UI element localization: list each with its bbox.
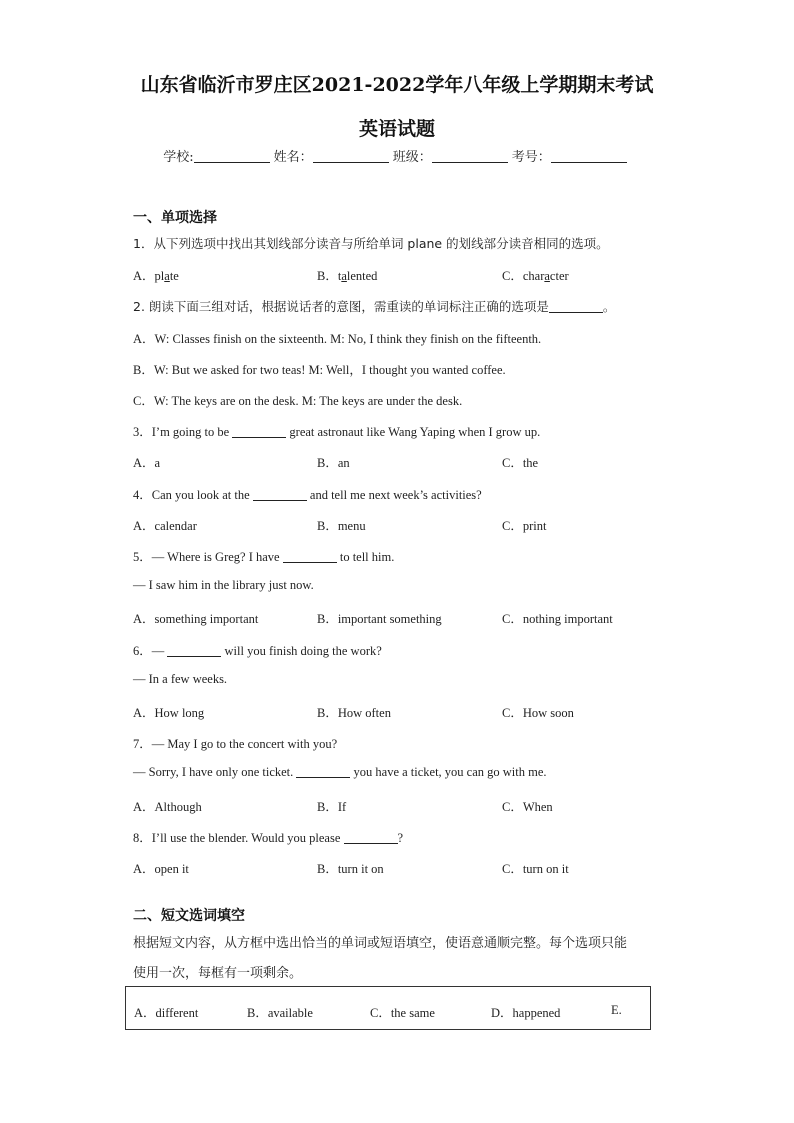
- word-option-c: C．the same: [370, 1006, 435, 1020]
- q8-option-a: A．open it: [133, 862, 189, 876]
- word-option-d: D．happened: [491, 1006, 561, 1020]
- q8-stem: 8．I’ll use the blender. Would you please ?: [133, 831, 404, 845]
- q2-stem: 2. 朗读下面三组对话，根据说话者的意图，需重读的单词标注正确的选项是 。: [133, 299, 616, 314]
- q5-option-a: A．something important: [133, 612, 259, 626]
- q1-option-b: B．talented: [317, 269, 378, 283]
- word-option-e: E.: [611, 1003, 622, 1017]
- exam-subtitle: 英语试题: [358, 118, 435, 140]
- word-option-b: B．available: [247, 1006, 313, 1020]
- q7-option-c: C．When: [502, 800, 553, 814]
- q2-blank: [549, 300, 603, 313]
- q2-line-c: C．W: The keys are on the desk. M: The keys are under the desk.: [133, 394, 463, 408]
- q2-line-b: B．W: But we asked for two teas! M: Well，I thought you wanted coffee.: [133, 363, 506, 377]
- q4-option-a: A．calendar: [133, 519, 197, 533]
- q5-option-c: C．nothing important: [502, 612, 613, 626]
- q5-option-b: B．important something: [317, 612, 442, 626]
- q6-blank: [167, 644, 221, 657]
- q8-blank: [344, 831, 398, 844]
- section1-heading: 一、单项选择: [133, 210, 217, 226]
- q3-stem: 3．I’m going to be great astronaut like Wang Yaping when I grow up.: [133, 425, 541, 439]
- q3-option-b: B．an: [317, 456, 350, 470]
- class-label: 班级：: [392, 150, 432, 165]
- q4-option-b: B．menu: [317, 519, 366, 533]
- q6-option-c: C．How soon: [502, 706, 574, 720]
- school-blank: [194, 148, 270, 163]
- q7-option-a: A．Although: [133, 800, 202, 814]
- q1-option-a: A．plate: [133, 269, 179, 283]
- q6-option-a: A．How long: [133, 706, 205, 720]
- q7-option-b: B．If: [317, 800, 347, 814]
- section2-instruction-line2: 使用一次，每框有一项剩余。: [133, 966, 303, 981]
- q8-option-c: C．turn on it: [502, 862, 569, 876]
- word-box: [125, 986, 651, 1030]
- school-label: 学校:: [163, 150, 194, 165]
- q5-stem: 5．— Where is Greg? I have to tell him.: [133, 550, 395, 564]
- q6-reply: — In a few weeks.: [133, 672, 228, 686]
- q1-option-c: C．character: [502, 269, 569, 283]
- q6-stem: 6．— will you finish doing the work?: [133, 644, 382, 658]
- exam-title: 山东省临沂市罗庄区2021-2022学年八年级上学期期末考试: [140, 74, 654, 96]
- q1-stem: 1．从下列选项中找出其划线部分读音与所给单词 plane 的划线部分读音相同的选项。: [133, 236, 609, 251]
- q6-option-b: B．How often: [317, 706, 391, 720]
- q8-option-b: B．turn it on: [317, 862, 384, 876]
- q5-reply: — I saw him in the library just now.: [133, 578, 314, 592]
- section2-instruction-line1: 根据短文内容，从方框中选出恰当的单词或短语填空，使语意通顺完整。每个选项只能: [133, 936, 628, 951]
- name-label: 姓名：: [273, 150, 313, 165]
- word-option-a: A．different: [134, 1006, 199, 1020]
- q7-blank: [296, 765, 350, 778]
- q5-blank: [283, 550, 337, 563]
- q2-line-a: A．W: Classes finish on the sixteenth. M: No, I think they finish on the fifteenth.: [133, 332, 542, 346]
- q3-option-a: A．a: [133, 456, 161, 470]
- q7-stem: 7．— May I go to the concert with you?: [133, 737, 338, 751]
- name-blank: [313, 148, 389, 163]
- q7-reply: — Sorry, I have only one ticket. you have a ticket, you can go with me.: [133, 765, 547, 779]
- number-label: 考号：: [511, 150, 551, 165]
- section2-heading: 二、短文选词填空: [133, 908, 245, 924]
- q3-blank: [232, 425, 286, 438]
- q4-stem: 4．Can you look at the and tell me next week’s activities?: [133, 488, 482, 502]
- student-info-row: [0, 146, 794, 165]
- q4-option-c: C．print: [502, 519, 547, 533]
- class-blank: [432, 148, 508, 163]
- q4-blank: [253, 488, 307, 501]
- number-blank: [551, 148, 627, 163]
- q3-option-c: C．the: [502, 456, 539, 470]
